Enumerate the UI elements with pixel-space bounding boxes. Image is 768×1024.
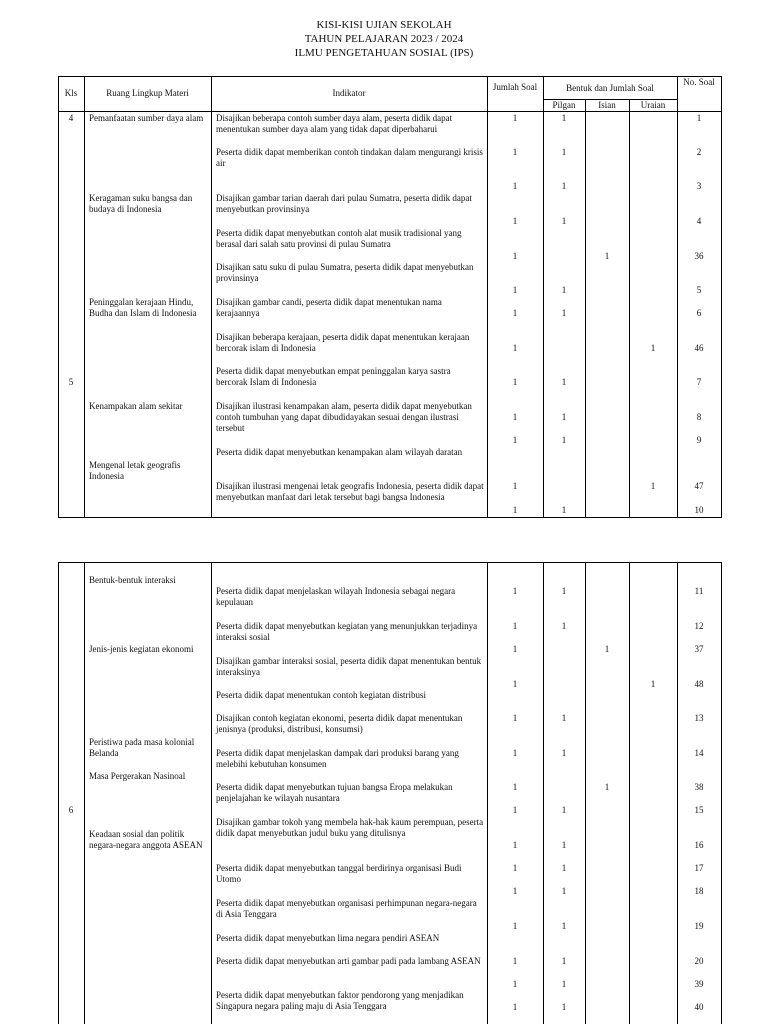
pilgan-value: 1 <box>561 863 567 873</box>
col-header-jumlah-soal: Jumlah Soal <box>492 82 538 92</box>
no-soal-value: 20 <box>694 956 704 966</box>
no-soal-value: 3 <box>696 181 702 191</box>
jumlah-value: 1 <box>512 412 518 422</box>
jumlah-value: 1 <box>512 840 518 850</box>
pilgan-value: 1 <box>561 285 567 295</box>
t1-border-bottom <box>58 517 722 518</box>
jumlah-value: 1 <box>512 251 518 261</box>
jumlah-value: 1 <box>512 147 518 157</box>
t2-col-line <box>629 562 630 1024</box>
uraian-value: 1 <box>650 481 656 491</box>
no-soal-value: 5 <box>696 285 702 295</box>
jumlah-value: 1 <box>512 481 518 491</box>
materi-cell: Mengenal letak geografis Indonesia <box>89 460 181 481</box>
materi-cell: Keadaan sosial dan politik negara-negara anggota ASEAN <box>89 829 203 850</box>
no-soal-value: 39 <box>694 979 704 989</box>
t1-col-line <box>543 76 544 518</box>
materi-cell: Keragaman suku bangsa dan budaya di Indonesia <box>89 193 193 214</box>
jumlah-value: 1 <box>512 308 518 318</box>
kelas-number: 5 <box>68 377 74 387</box>
pilgan-value: 1 <box>561 1002 567 1012</box>
no-soal-value: 46 <box>694 343 704 353</box>
col-header-bentuk: Bentuk dan Jumlah Soal <box>566 83 654 93</box>
t1-header-bottom <box>58 111 722 112</box>
indikator-cell: Peserta didik dapat menyebutkan contoh alat musik tradisional yang berasal dari salah satu provinsi di pulau Sumatra <box>216 228 462 249</box>
indikator-cell: Disajikan beberapa kerajaan, peserta didik dapat menentukan kerajaan bercorak islam di Indonesia <box>216 332 470 353</box>
no-soal-value: 16 <box>694 840 704 850</box>
t1-col-line <box>487 76 488 518</box>
isian-value: 1 <box>604 782 610 792</box>
jumlah-value: 1 <box>512 921 518 931</box>
doc-title-line-1: KISI-KISI UJIAN SEKOLAH <box>316 19 452 31</box>
no-soal-value: 12 <box>694 621 704 631</box>
doc-title-line-2: TAHUN PELAJARAN 2023 / 2024 <box>304 33 464 45</box>
materi-cell: Masa Pergerakan Nasinoal <box>89 771 186 781</box>
indikator-cell: Peserta didik dapat menjelaskan dampak dari produksi barang yang melebihi kebutuhan konsumen <box>216 748 459 769</box>
no-soal-value: 1 <box>696 113 702 123</box>
t1-col-line <box>677 76 678 518</box>
indikator-cell: Disajikan ilustrasi mengenai letak geografis Indonesia, peserta didik dapat menyebutkan manfaat dari letak tersebut bagi bangsa Indonesia <box>216 481 484 502</box>
indikator-cell: Peserta didik dapat menyebutkan tujuan bangsa Eropa melakukan penjelajahan ke wilayah nusantara <box>216 782 453 803</box>
no-soal-value: 19 <box>694 921 704 931</box>
no-soal-value: 11 <box>694 586 704 596</box>
indikator-cell: Disajikan beberapa contoh sumber daya alam, peserta didik dapat menentukan sumber daya alam yang tidak dapat diperbaharui <box>216 113 453 134</box>
indikator-cell: Disajikan gambar tarian daerah dari pulau Sumatra, peserta didik dapat menyebutkan provinsinya <box>216 193 472 214</box>
jumlah-value: 1 <box>512 713 518 723</box>
t1-col-line <box>629 99 630 518</box>
no-soal-value: 4 <box>696 216 702 226</box>
indikator-cell: Disajikan ilustrasi kenampakan alam, peserta didik dapat menyebutkan contoh tumbuhan yang dapat dibudidayakan sesuai dengan ilustrasi tersebut <box>216 401 472 433</box>
no-soal-value: 47 <box>694 481 704 491</box>
indikator-cell: Peserta didik dapat menyebutkan tanggal berdirinya organisasi Budi Utomo <box>216 863 462 884</box>
jumlah-value: 1 <box>512 377 518 387</box>
indikator-cell: Disajikan gambar candi, peserta didik dapat menentukan nama kerajaannya <box>216 297 442 318</box>
no-soal-value: 13 <box>694 713 704 723</box>
t2-border-top <box>58 562 722 563</box>
pilgan-value: 1 <box>561 412 567 422</box>
jumlah-value: 1 <box>512 979 518 989</box>
jumlah-value: 1 <box>512 679 518 689</box>
indikator-cell: Peserta didik dapat menyebutkan arti gambar padi pada lambang ASEAN <box>216 956 481 966</box>
t2-col-line <box>58 562 59 1024</box>
t2-col-line <box>585 562 586 1024</box>
indikator-cell: Peserta didik dapat menyebutkan organisasi perhimpunan negara-negara di Asia Tenggara <box>216 898 477 919</box>
jumlah-value: 1 <box>512 863 518 873</box>
kelas-number: 4 <box>68 113 74 123</box>
pilgan-value: 1 <box>561 621 567 631</box>
jumlah-value: 1 <box>512 343 518 353</box>
col-header-kls: Kls <box>64 88 78 98</box>
pilgan-value: 1 <box>561 377 567 387</box>
no-soal-value: 15 <box>694 805 704 815</box>
no-soal-value: 38 <box>694 782 704 792</box>
indikator-cell: Peserta didik dapat memberikan contoh tindakan dalam mengurangi krisis air <box>216 147 483 168</box>
jumlah-value: 1 <box>512 886 518 896</box>
pilgan-value: 1 <box>561 147 567 157</box>
pilgan-value: 1 <box>561 505 567 515</box>
jumlah-value: 1 <box>512 586 518 596</box>
materi-cell: Pemanfaatan sumber daya alam <box>89 113 204 123</box>
pilgan-value: 1 <box>561 956 567 966</box>
pilgan-value: 1 <box>561 713 567 723</box>
jumlah-value: 1 <box>512 113 518 123</box>
no-soal-value: 9 <box>696 435 702 445</box>
jumlah-value: 1 <box>512 181 518 191</box>
no-soal-value: 8 <box>696 412 702 422</box>
indikator-cell: Peserta didik dapat menyebutkan faktor pendorong yang menjadikan Singapura negara paling maju di Asia Tenggara <box>216 990 464 1011</box>
pilgan-value: 1 <box>561 921 567 931</box>
col-header-uraian: Uraian <box>640 100 666 110</box>
materi-cell: Kenampakan alam sekitar <box>89 401 183 411</box>
pilgan-value: 1 <box>561 979 567 989</box>
pilgan-value: 1 <box>561 840 567 850</box>
uraian-value: 1 <box>650 679 656 689</box>
jumlah-value: 1 <box>512 782 518 792</box>
materi-cell: Peninggalan kerajaan Hindu, Budha dan Islam di Indonesia <box>89 297 197 318</box>
pilgan-value: 1 <box>561 805 567 815</box>
jumlah-value: 1 <box>512 435 518 445</box>
pilgan-value: 1 <box>561 435 567 445</box>
isian-value: 1 <box>604 251 610 261</box>
col-header-isian: Isian <box>598 100 616 110</box>
doc-title-line-3: ILMU PENGETAHUAN SOSIAL (IPS) <box>294 47 474 59</box>
indikator-cell: Disajikan gambar tokoh yang membela hak-hak kaum perempuan, peserta didik dapat menyebutkan judul buku yang ditulisnya <box>216 817 484 838</box>
materi-cell: Jenis-jenis kegiatan ekonomi <box>89 644 194 654</box>
jumlah-value: 1 <box>512 805 518 815</box>
t2-col-line <box>84 562 85 1024</box>
indikator-cell: Peserta didik dapat menentukan contoh kegiatan distribusi <box>216 690 426 700</box>
t1-col-line <box>585 99 586 518</box>
jumlah-value: 1 <box>512 1002 518 1012</box>
jumlah-value: 1 <box>512 748 518 758</box>
uraian-value: 1 <box>650 343 656 353</box>
t1-col-line <box>58 76 59 518</box>
materi-cell: Bentuk-bentuk interaksi <box>89 575 176 585</box>
t1-col-line <box>721 76 722 518</box>
t1-border-top <box>58 76 722 77</box>
indikator-cell: Disajikan satu suku di pulau Sumatra, peserta didik dapat menyebutkan provinsinya <box>216 262 474 283</box>
indikator-cell: Peserta didik dapat menjelaskan wilayah Indonesia sebagai negara kepulauan <box>216 586 456 607</box>
t2-col-line <box>211 562 212 1024</box>
jumlah-value: 1 <box>512 505 518 515</box>
col-header-ruang-lingkup: Ruang Lingkup Materi <box>106 88 189 98</box>
jumlah-value: 1 <box>512 621 518 631</box>
no-soal-value: 10 <box>694 505 704 515</box>
jumlah-value: 1 <box>512 644 518 654</box>
jumlah-value: 1 <box>512 285 518 295</box>
pilgan-value: 1 <box>561 181 567 191</box>
pilgan-value: 1 <box>561 748 567 758</box>
jumlah-value: 1 <box>512 956 518 966</box>
pilgan-value: 1 <box>561 113 567 123</box>
indikator-cell: Disajikan contoh kegiatan ekonomi, peserta didik dapat menentukan jenisnya (produksi, distribusi, konsumsi) <box>216 713 463 734</box>
indikator-cell: Peserta didik dapat menyebutkan empat peninggalan karya sastra bercorak Islam di Indonesia <box>216 366 451 387</box>
no-soal-value: 2 <box>696 147 702 157</box>
no-soal-value: 18 <box>694 886 704 896</box>
pilgan-value: 1 <box>561 886 567 896</box>
isian-value: 1 <box>604 644 610 654</box>
t2-col-line <box>721 562 722 1024</box>
kelas-number: 6 <box>68 805 74 815</box>
col-header-no-soal: No. Soal <box>683 77 715 87</box>
no-soal-value: 14 <box>694 748 704 758</box>
col-header-pilgan: Pilgan <box>552 100 576 110</box>
no-soal-value: 17 <box>694 863 704 873</box>
t1-col-line <box>84 76 85 518</box>
materi-cell: Peristiwa pada masa kolonial Belanda <box>89 737 195 758</box>
no-soal-value: 37 <box>694 644 704 654</box>
no-soal-value: 7 <box>696 377 702 387</box>
pilgan-value: 1 <box>561 216 567 226</box>
col-header-indikator: Indikator <box>332 88 366 98</box>
indikator-cell: Peserta didik dapat menyebutkan kegiatan yang menunjukkan terjadinya interaksi sosial <box>216 621 478 642</box>
no-soal-value: 6 <box>696 308 702 318</box>
jumlah-value: 1 <box>512 216 518 226</box>
no-soal-value: 48 <box>694 679 704 689</box>
no-soal-value: 40 <box>694 1002 704 1012</box>
t1-col-line <box>211 76 212 518</box>
indikator-cell: Peserta didik dapat menyebutkan lima negara pendiri ASEAN <box>216 933 440 943</box>
no-soal-value: 36 <box>694 251 704 261</box>
indikator-cell: Disajikan gambar interaksi sosial, peserta didik dapat menentukan bentuk interaksinya <box>216 656 482 677</box>
pilgan-value: 1 <box>561 308 567 318</box>
indikator-cell: Peserta didik dapat menyebutkan kenampakan alam wilayah daratan <box>216 447 463 457</box>
pilgan-value: 1 <box>561 586 567 596</box>
t2-col-line <box>487 562 488 1024</box>
